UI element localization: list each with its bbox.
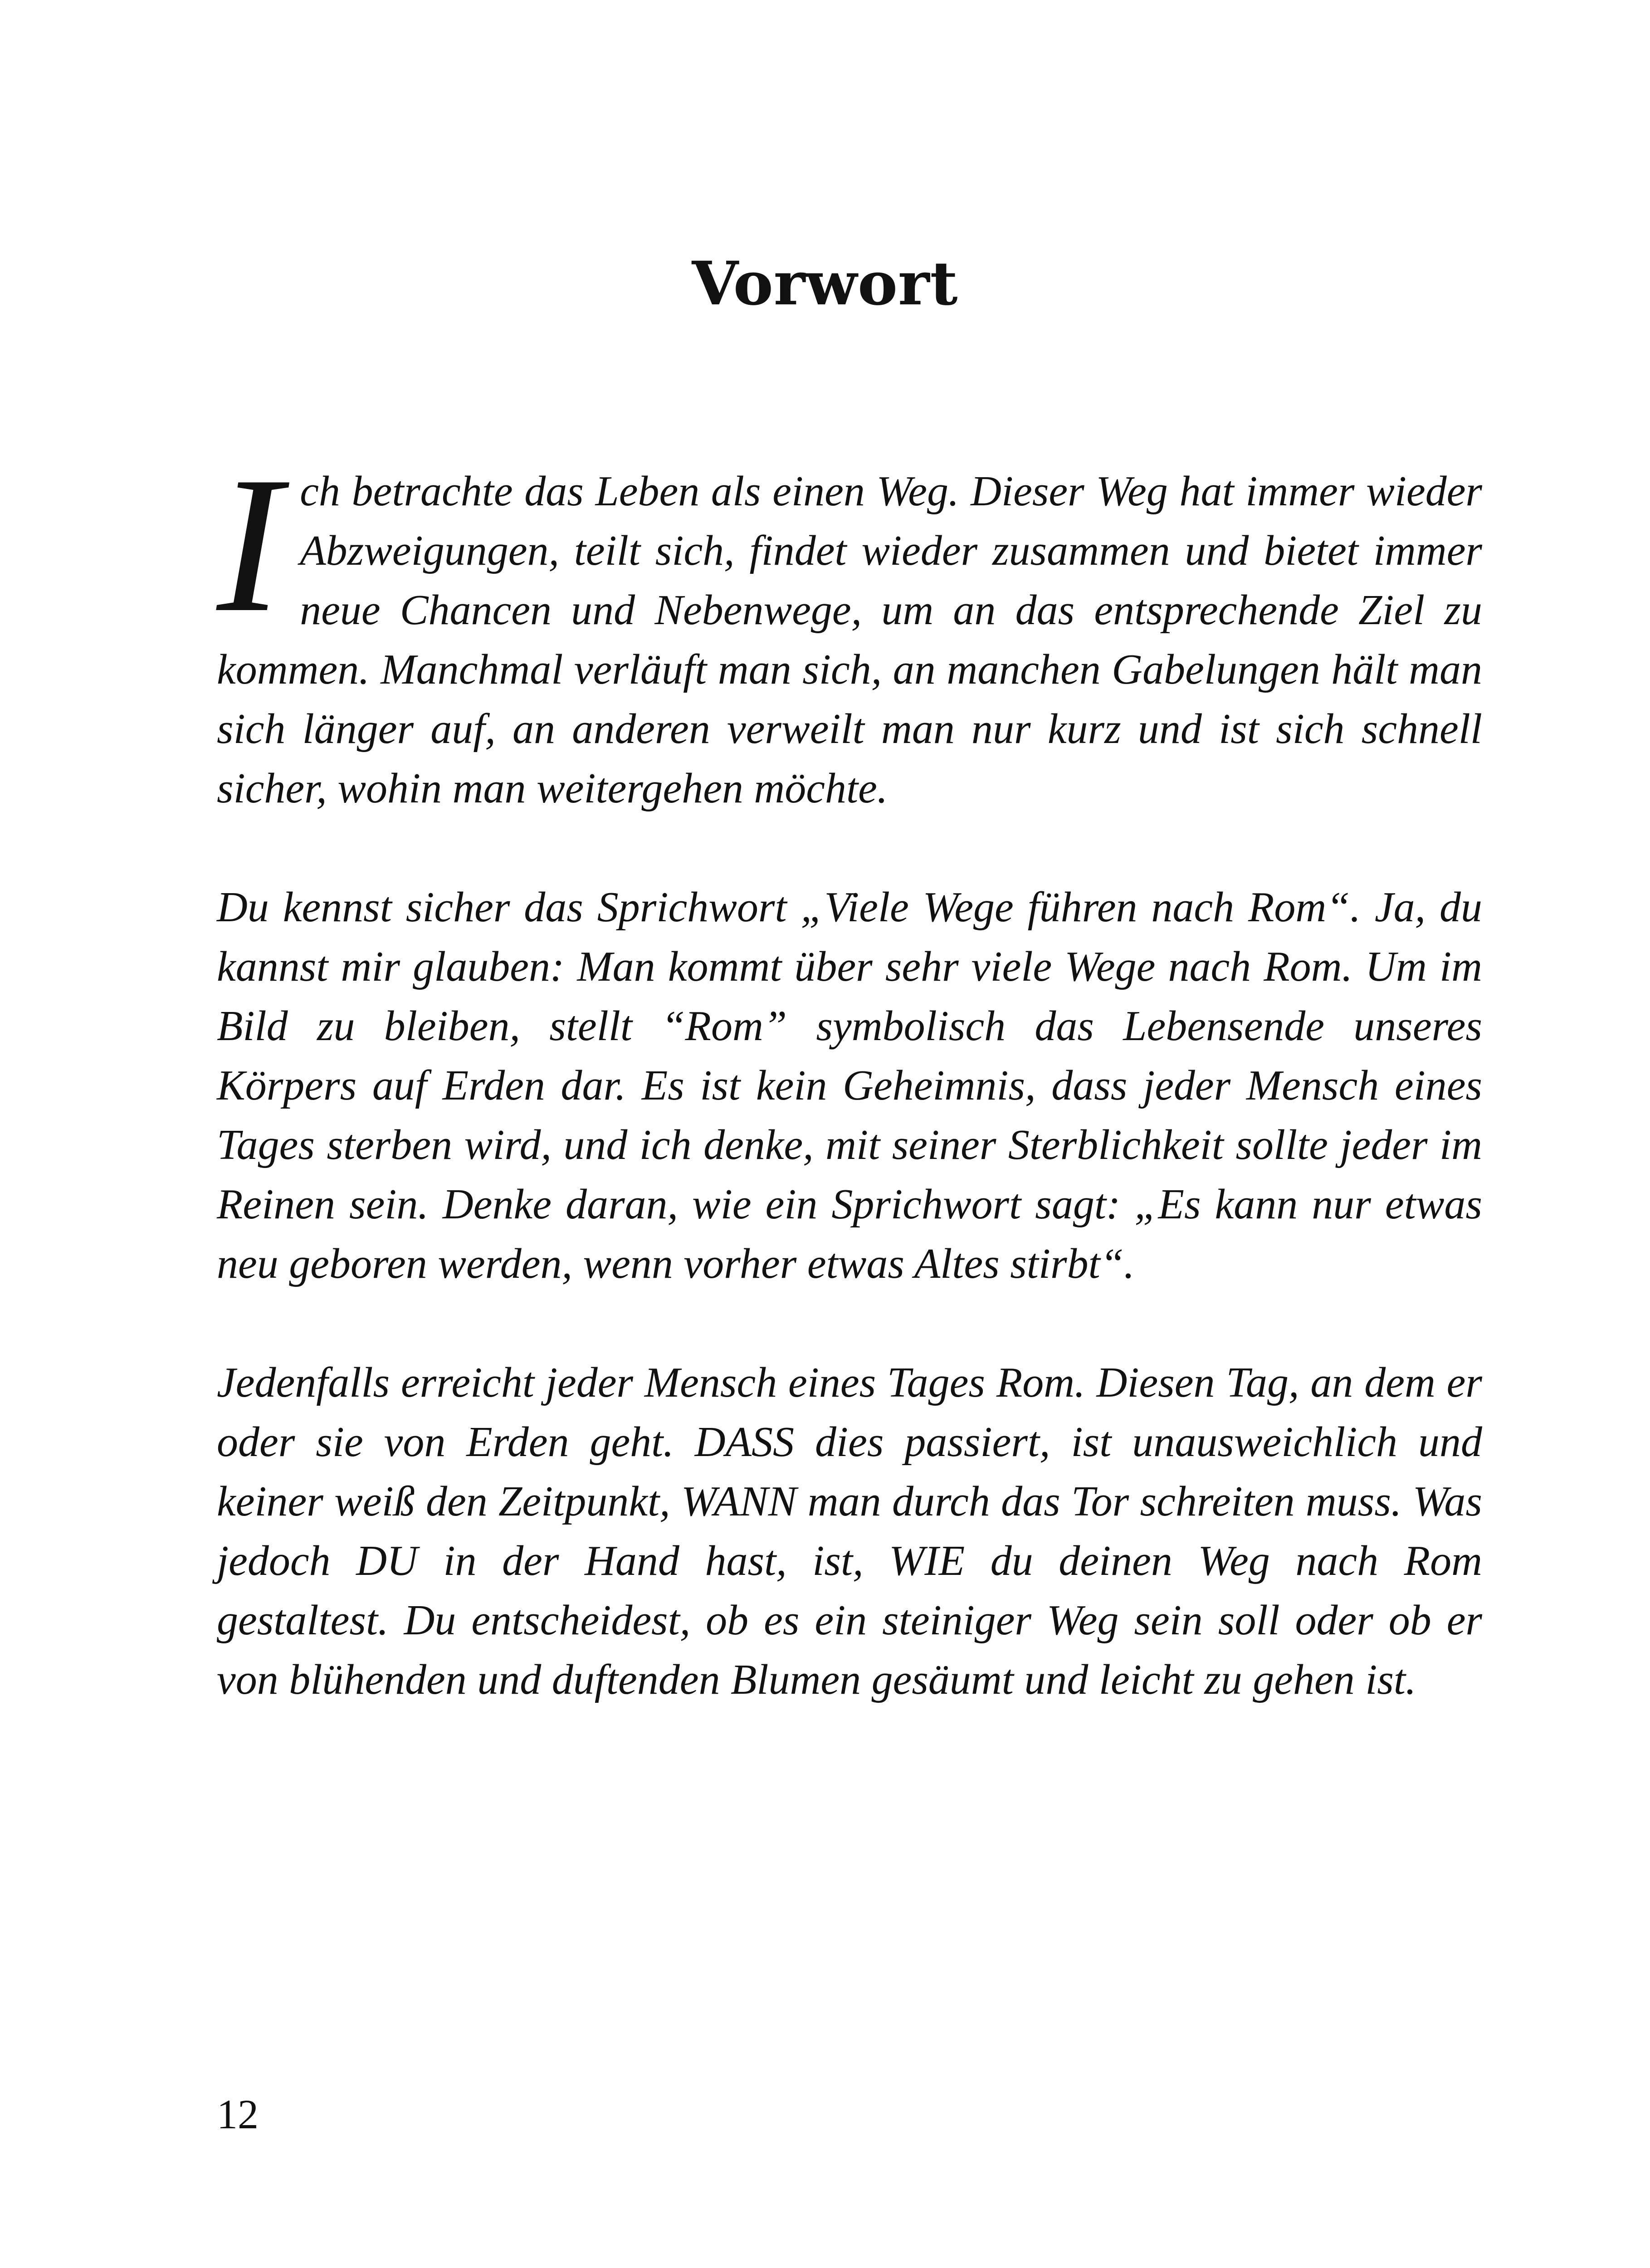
paragraph-3: Jedenfalls erreicht jeder Mensch eines Tages Rom. Diesen Tag, an dem er oder sie von Erden geht. DASS dies passiert, ist unausweichlich und keiner weiß den Zeitpunkt, WANN man durch das Tor schreiten muss. Was jedoch DU in der Hand hast, ist, WIE du deinen Weg nach Rom gestaltest. Du entscheidest, ob es ein steiniger Weg sein soll oder ob er von blühenden und duftenden Blumen gesäumt und leicht zu gehen ist. [217,1359,1482,1703]
chapter-heading: Vorwort [692,249,958,319]
paragraph-1-text: ch betrachte das Leben als einen Weg. Dieser Weg hat immer wieder Abzweigungen, teilt sich, findet wieder zusammen und bietet immer neue Chancen und Nebenwege, um an das entsprechende Ziel zu kommen. Manchmal verläuft man sich, an manchen Gabelungen hält man sich länger auf, an anderen verweilt man nur kurz und ist sich schnell sicher, wohin man weitergehen möchte. [217,468,1482,812]
paragraph-1 [217,437,1482,818]
page-number: 12 [217,2091,259,2137]
body-text [217,437,1482,1710]
paragraph-2: Du kennst sicher das Sprichwort „Viele Wege führen nach Rom“. Ja, du kannst mir glauben: Man kommt über sehr viele Wege nach Rom. Um im Bild zu bleiben, stellt “Rom” symbolisch das Lebensende unseres Körpers auf Erden dar. Es ist kein Geheimnis, dass jeder Mensch eines Tages sterben wird, und ich denke, mit seiner Sterblichkeit sollte jeder im Reinen sein. Denke daran, wie ein Sprichwort sagt: „Es kann nur etwas neu geboren werden, wenn vorher etwas Altes stirbt“. [217,884,1482,1287]
drop-cap: I [217,437,282,653]
